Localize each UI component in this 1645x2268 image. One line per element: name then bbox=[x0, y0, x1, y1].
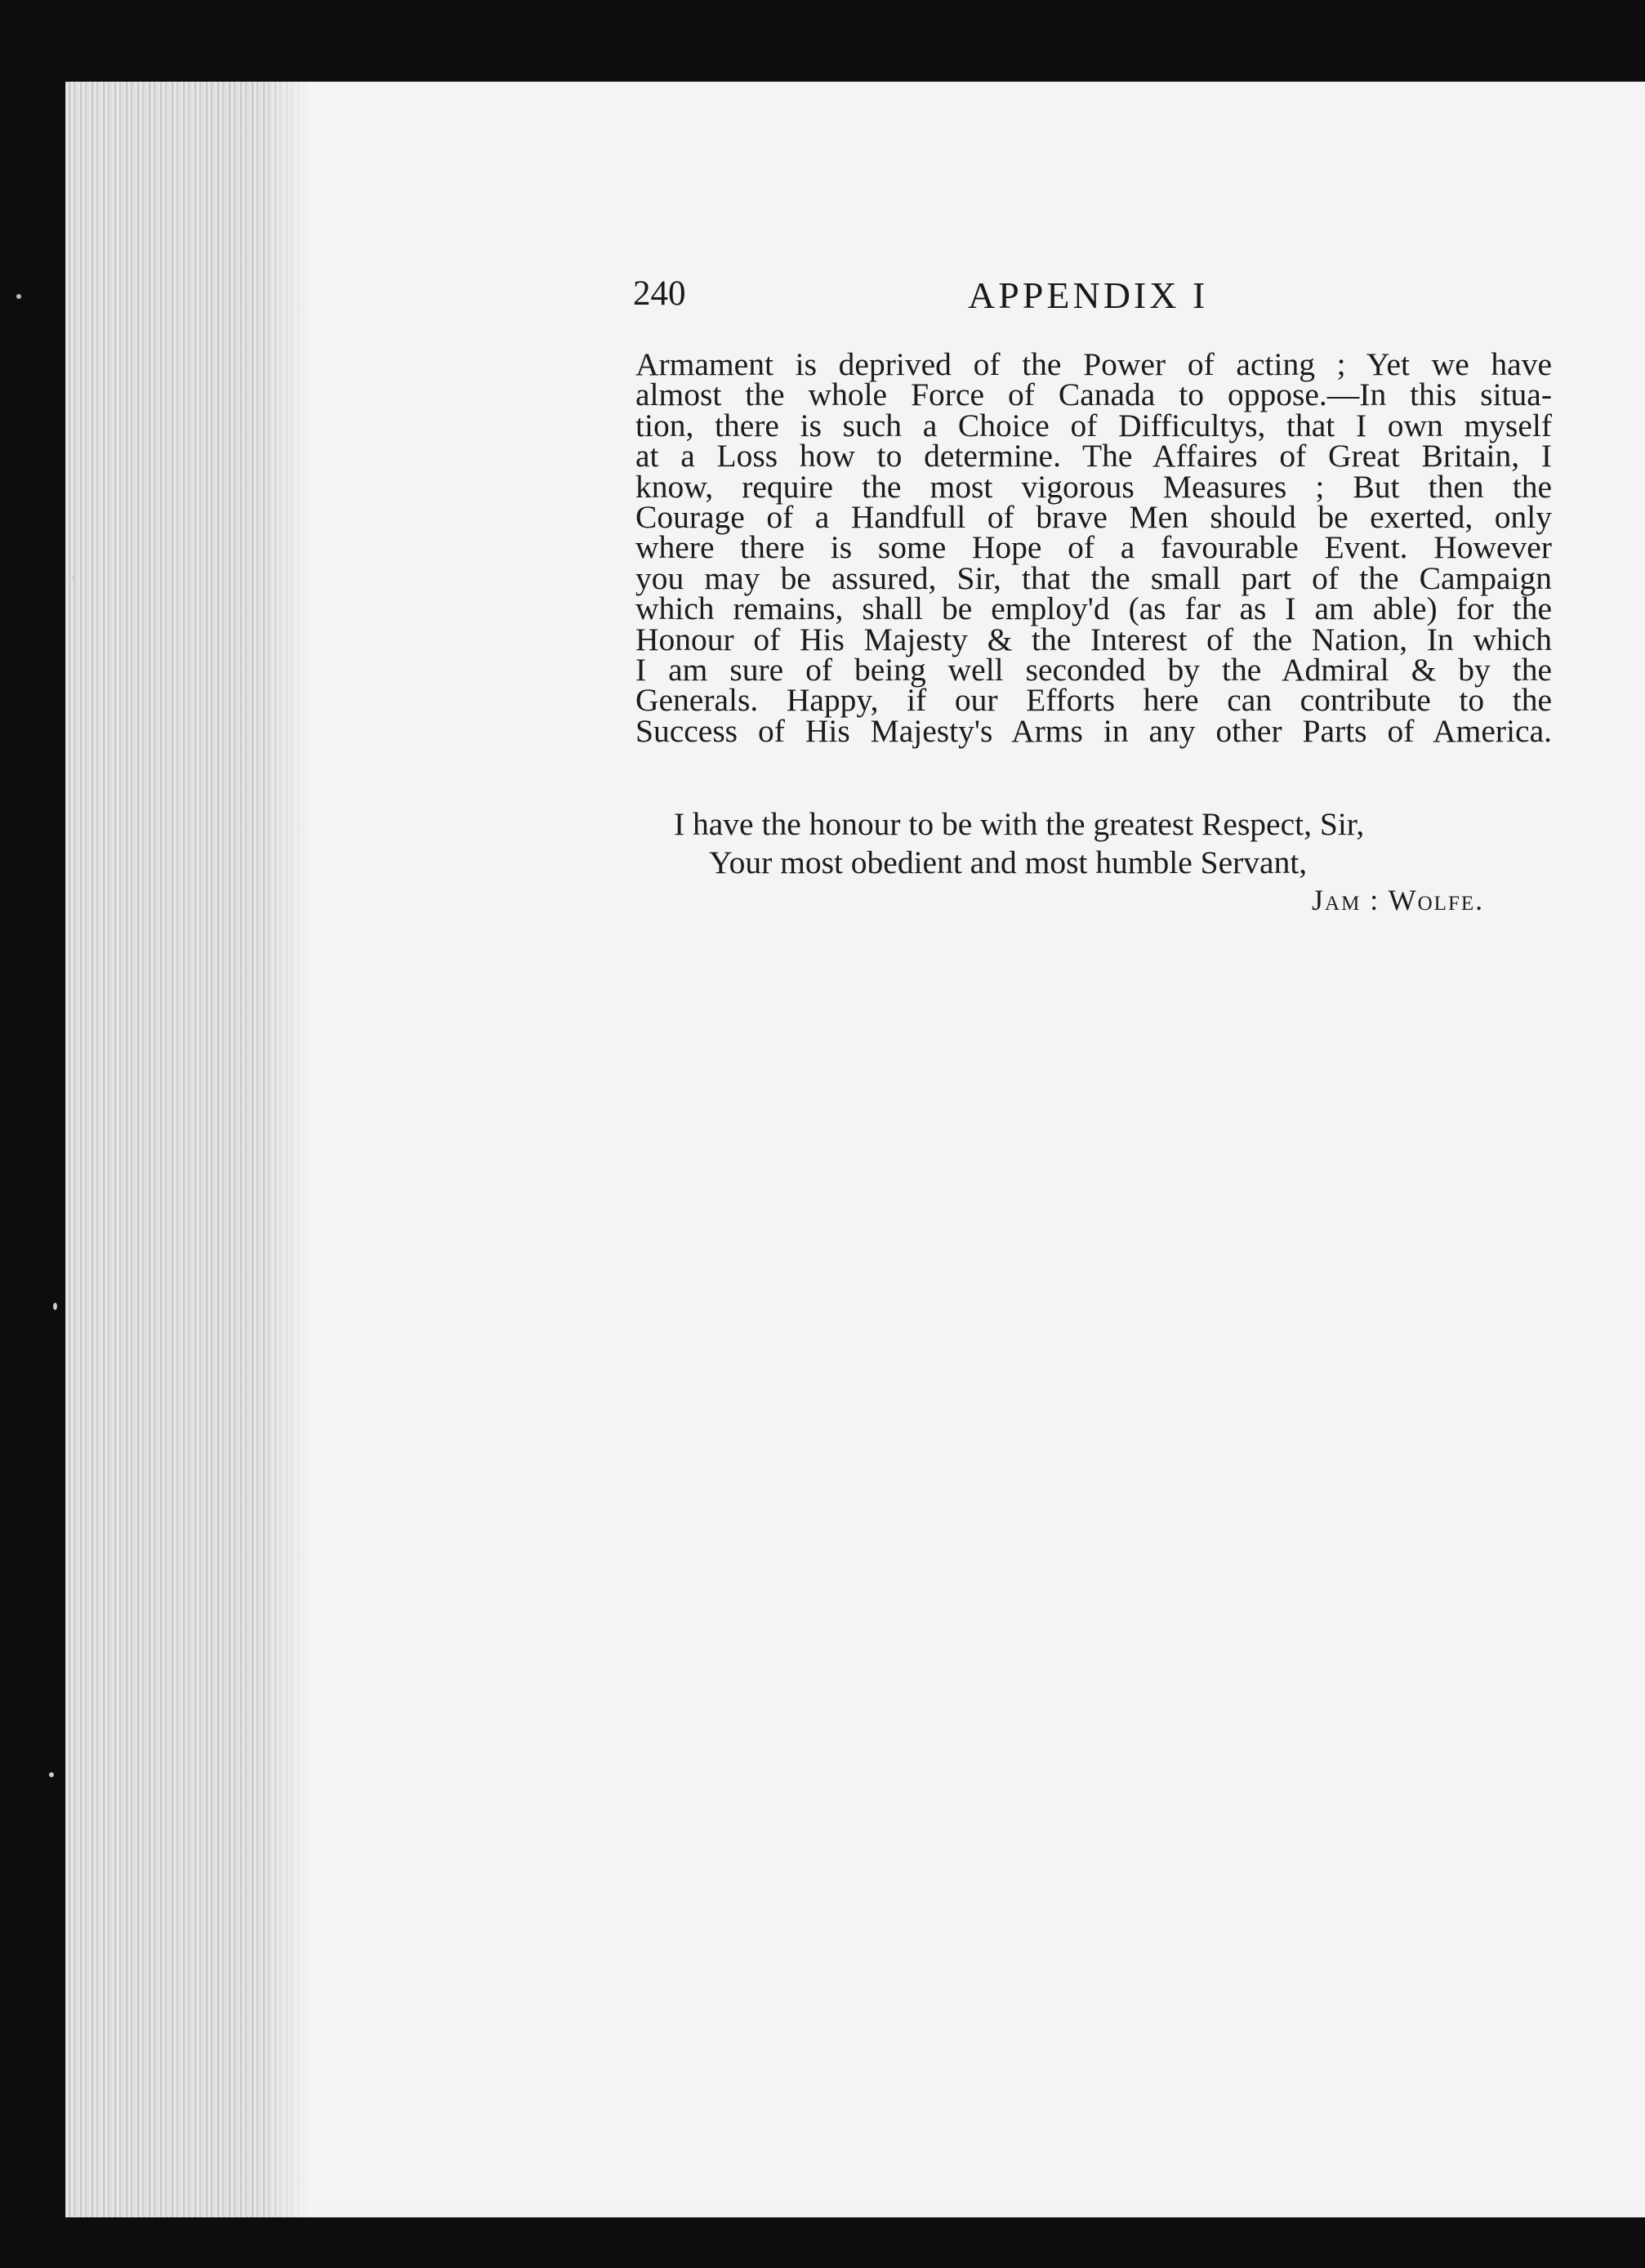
text-line: almost the whole Force of Canada to oppose.—In this situa- bbox=[635, 377, 1552, 413]
text-line: Success of His Majesty's Arms in any other Parts of America. bbox=[635, 712, 1552, 749]
signature: Jam : Wolfe. bbox=[1312, 884, 1485, 916]
text-line: tion, there is such a Choice of Difficultys, that I own myself bbox=[635, 407, 1552, 443]
text-line: Honour of His Majesty & the Interest of the Nation, In which bbox=[635, 621, 1552, 657]
letter-body bbox=[635, 346, 1552, 749]
text-line: Armament is deprived of the Power of acting ; Yet we have bbox=[635, 346, 1552, 382]
scan-speck bbox=[49, 1772, 54, 1777]
running-title: APPENDIX I bbox=[968, 274, 1209, 316]
text-line: Generals. Happy, if our Efforts here can contribute to the bbox=[635, 682, 1552, 719]
text-line: you may be assured, Sir, that the small part of the Campaign bbox=[635, 559, 1552, 596]
text-line: at a Loss how to determine. The Affaires of Great Britain, I bbox=[635, 438, 1552, 475]
scan-speck bbox=[53, 1303, 57, 1310]
page-number: 240 bbox=[633, 274, 686, 313]
running-head bbox=[633, 274, 1556, 331]
text-line: know, require the most vigorous Measures ; But then the bbox=[635, 468, 1552, 505]
scan-speck bbox=[72, 576, 76, 580]
text-line: I am sure of being well seconded by the Admiral & by the bbox=[635, 652, 1552, 688]
scan-speck bbox=[16, 294, 21, 299]
text-line: which remains, shall be employ'd (as far as I am able) for the bbox=[635, 590, 1552, 627]
closing-servant-line: Your most obedient and most humble Servant, bbox=[709, 844, 1308, 880]
text-line: where there is some Hope of a favourable Event. However bbox=[635, 529, 1552, 566]
text-line: Courage of a Handfull of brave Men should be exerted, only bbox=[635, 499, 1552, 536]
page-edges bbox=[65, 82, 310, 2217]
closing-salutation: I have the honour to be with the greatest Respect, Sir, bbox=[674, 806, 1365, 842]
